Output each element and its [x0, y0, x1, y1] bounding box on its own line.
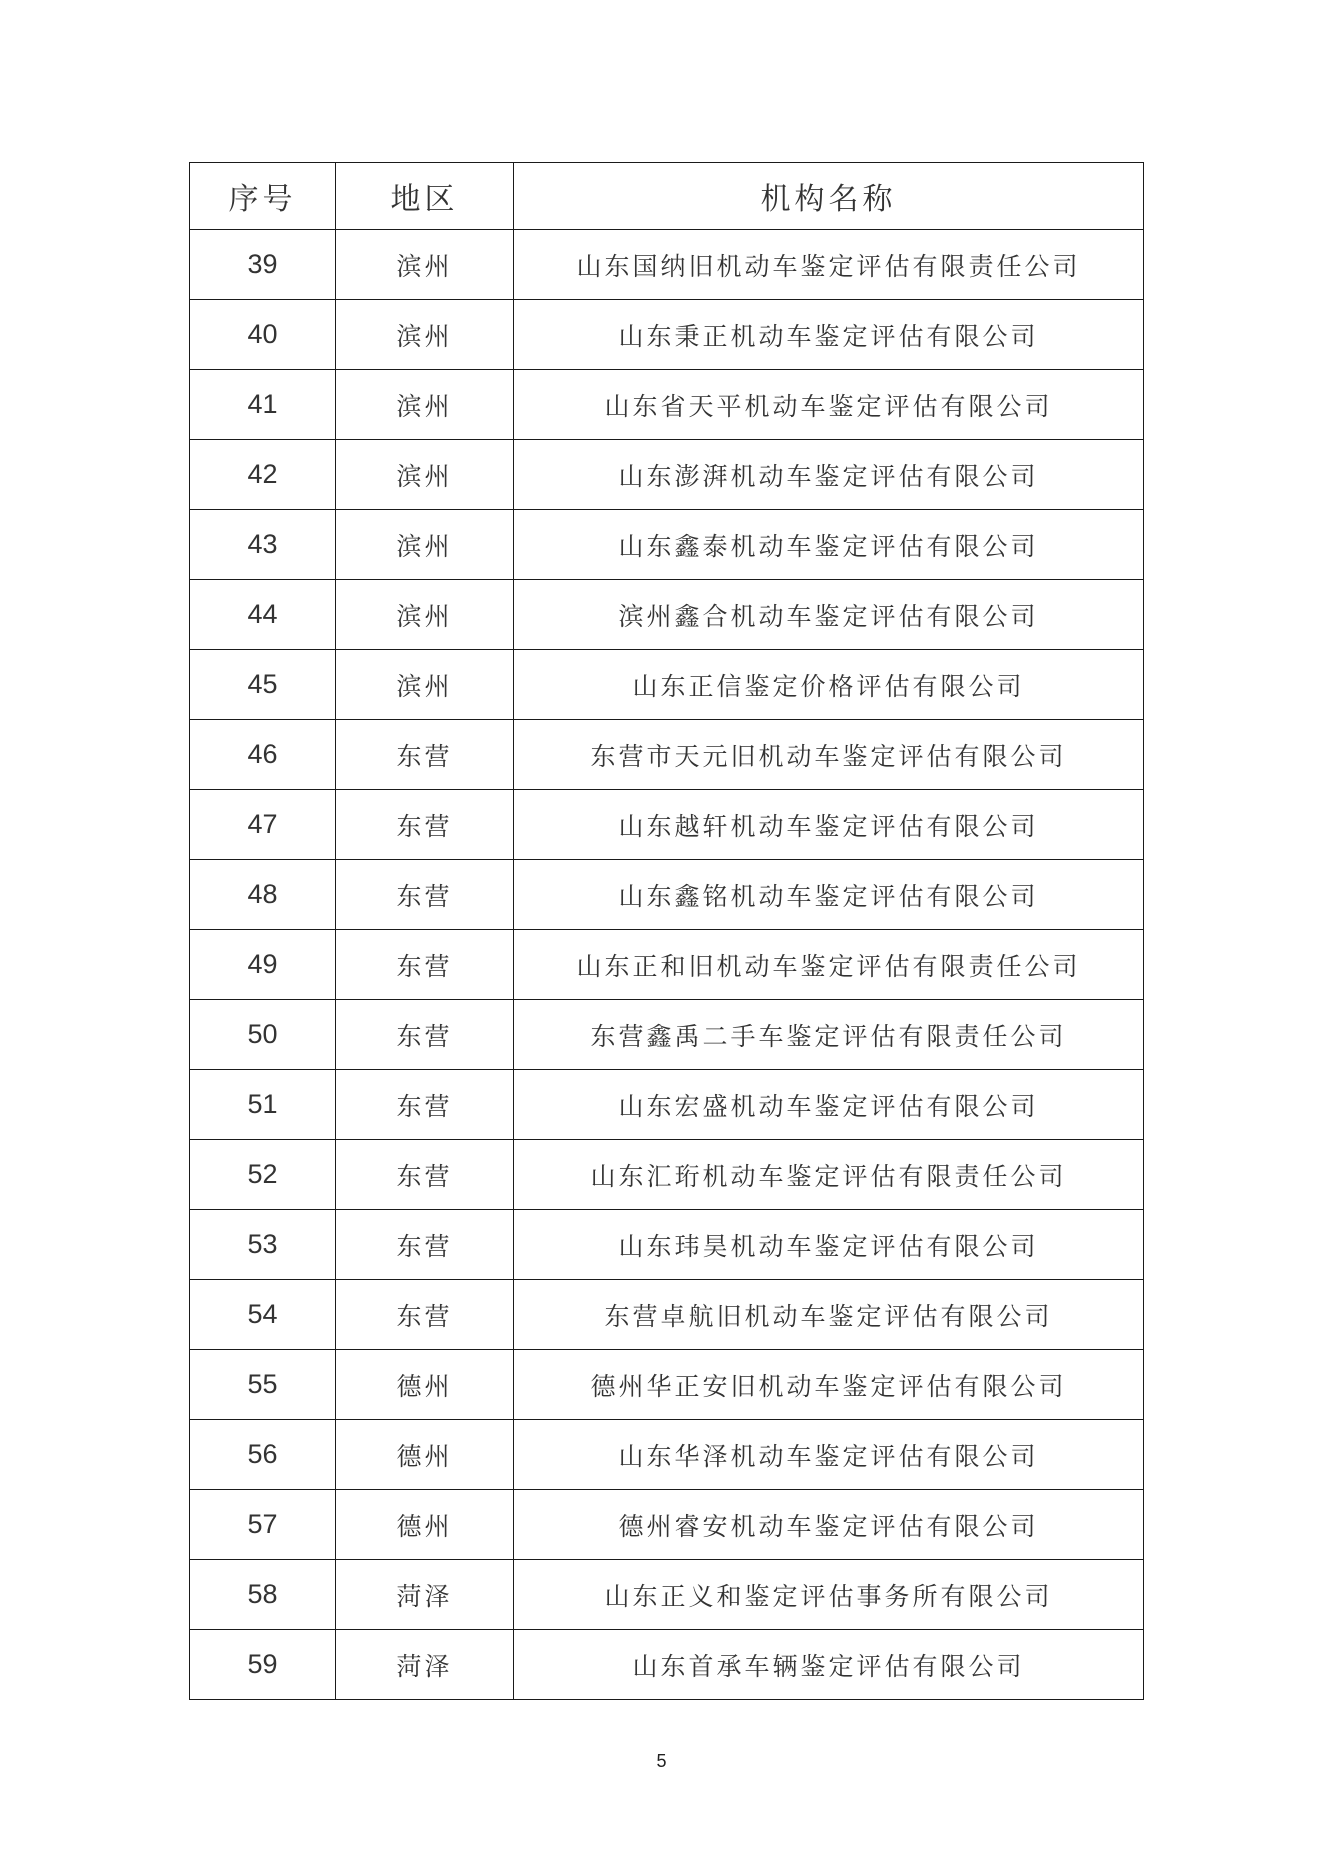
- institution-table: [189, 162, 1144, 1700]
- region-cell: 滨州: [336, 580, 514, 650]
- institution-name-cell: 山东越轩机动车鉴定评估有限公司: [514, 790, 1144, 860]
- institution-name-cell: 山东正和旧机动车鉴定评估有限责任公司: [514, 930, 1144, 1000]
- region-cell: 东营: [336, 790, 514, 860]
- institution-name-cell: 山东澎湃机动车鉴定评估有限公司: [514, 440, 1144, 510]
- table-row: [190, 1280, 1144, 1350]
- region-cell: 菏泽: [336, 1560, 514, 1630]
- table-row: [190, 930, 1144, 1000]
- serial-number-cell: 41: [190, 370, 336, 440]
- table-row: [190, 1490, 1144, 1560]
- serial-number-cell: 43: [190, 510, 336, 580]
- region-cell: 东营: [336, 1280, 514, 1350]
- region-cell: 东营: [336, 1140, 514, 1210]
- region-cell: 东营: [336, 1000, 514, 1070]
- region-cell: 东营: [336, 720, 514, 790]
- page-number: 5: [656, 1751, 667, 1771]
- institution-name-cell: 山东首承车辆鉴定评估有限公司: [514, 1630, 1144, 1700]
- serial-number-cell: 55: [190, 1350, 336, 1420]
- serial-number-cell: 51: [190, 1070, 336, 1140]
- table-row: [190, 790, 1144, 860]
- region-cell: 滨州: [336, 440, 514, 510]
- table-row: [190, 1070, 1144, 1140]
- region-cell: 德州: [336, 1420, 514, 1490]
- institution-name-cell: 山东宏盛机动车鉴定评估有限公司: [514, 1070, 1144, 1140]
- serial-number-cell: 49: [190, 930, 336, 1000]
- serial-number-cell: 59: [190, 1630, 336, 1700]
- region-cell: 东营: [336, 860, 514, 930]
- serial-number-cell: 47: [190, 790, 336, 860]
- serial-number-cell: 58: [190, 1560, 336, 1630]
- institution-name-cell: 东营市天元旧机动车鉴定评估有限公司: [514, 720, 1144, 790]
- institution-name-cell: 滨州鑫合机动车鉴定评估有限公司: [514, 580, 1144, 650]
- institution-name-cell: 山东正义和鉴定评估事务所有限公司: [514, 1560, 1144, 1630]
- institution-name-cell: 东营卓航旧机动车鉴定评估有限公司: [514, 1280, 1144, 1350]
- institution-name-cell: 山东鑫泰机动车鉴定评估有限公司: [514, 510, 1144, 580]
- region-cell: 滨州: [336, 650, 514, 720]
- table-row: [190, 650, 1144, 720]
- region-cell: 德州: [336, 1350, 514, 1420]
- serial-number-cell: 56: [190, 1420, 336, 1490]
- table-row: [190, 300, 1144, 370]
- serial-number-cell: 44: [190, 580, 336, 650]
- table-row: [190, 510, 1144, 580]
- institution-name-cell: 山东省天平机动车鉴定评估有限公司: [514, 370, 1144, 440]
- institution-name-cell: 山东国纳旧机动车鉴定评估有限责任公司: [514, 230, 1144, 300]
- serial-number-cell: 52: [190, 1140, 336, 1210]
- institution-name-cell: 德州睿安机动车鉴定评估有限公司: [514, 1490, 1144, 1560]
- region-cell: 德州: [336, 1490, 514, 1560]
- institution-name-cell: 山东正信鉴定价格评估有限公司: [514, 650, 1144, 720]
- region-cell: 东营: [336, 1070, 514, 1140]
- table-row: [190, 1420, 1144, 1490]
- region-cell: 滨州: [336, 370, 514, 440]
- region-cell: 东营: [336, 930, 514, 1000]
- serial-number-cell: 48: [190, 860, 336, 930]
- serial-number-cell: 45: [190, 650, 336, 720]
- serial-number-cell: 53: [190, 1210, 336, 1280]
- institution-name-cell: 山东玮昊机动车鉴定评估有限公司: [514, 1210, 1144, 1280]
- table-row: [190, 1210, 1144, 1280]
- header-region: 地区: [336, 163, 514, 230]
- region-cell: 菏泽: [336, 1630, 514, 1700]
- table-row: [190, 230, 1144, 300]
- serial-number-cell: 39: [190, 230, 336, 300]
- table-row: [190, 1560, 1144, 1630]
- table-row: [190, 860, 1144, 930]
- region-cell: 滨州: [336, 510, 514, 580]
- table-row: [190, 1350, 1144, 1420]
- serial-number-cell: 54: [190, 1280, 336, 1350]
- header-serial-number: 序号: [190, 163, 336, 230]
- table-row: [190, 720, 1144, 790]
- institution-name-cell: 德州华正安旧机动车鉴定评估有限公司: [514, 1350, 1144, 1420]
- institution-name-cell: 山东华泽机动车鉴定评估有限公司: [514, 1420, 1144, 1490]
- table-row: [190, 370, 1144, 440]
- institution-name-cell: 山东秉正机动车鉴定评估有限公司: [514, 300, 1144, 370]
- table-row: [190, 440, 1144, 510]
- table-body: [190, 230, 1144, 1700]
- table-row: [190, 1140, 1144, 1210]
- institution-name-cell: 山东汇珩机动车鉴定评估有限责任公司: [514, 1140, 1144, 1210]
- table-row: [190, 1630, 1144, 1700]
- serial-number-cell: 42: [190, 440, 336, 510]
- region-cell: 滨州: [336, 300, 514, 370]
- institution-name-cell: 东营鑫禹二手车鉴定评估有限责任公司: [514, 1000, 1144, 1070]
- table-row: [190, 1000, 1144, 1070]
- table-row: [190, 580, 1144, 650]
- table-header-row: [190, 163, 1144, 230]
- serial-number-cell: 40: [190, 300, 336, 370]
- serial-number-cell: 46: [190, 720, 336, 790]
- serial-number-cell: 50: [190, 1000, 336, 1070]
- region-cell: 东营: [336, 1210, 514, 1280]
- region-cell: 滨州: [336, 230, 514, 300]
- institution-name-cell: 山东鑫铭机动车鉴定评估有限公司: [514, 860, 1144, 930]
- header-institution-name: 机构名称: [514, 163, 1144, 230]
- serial-number-cell: 57: [190, 1490, 336, 1560]
